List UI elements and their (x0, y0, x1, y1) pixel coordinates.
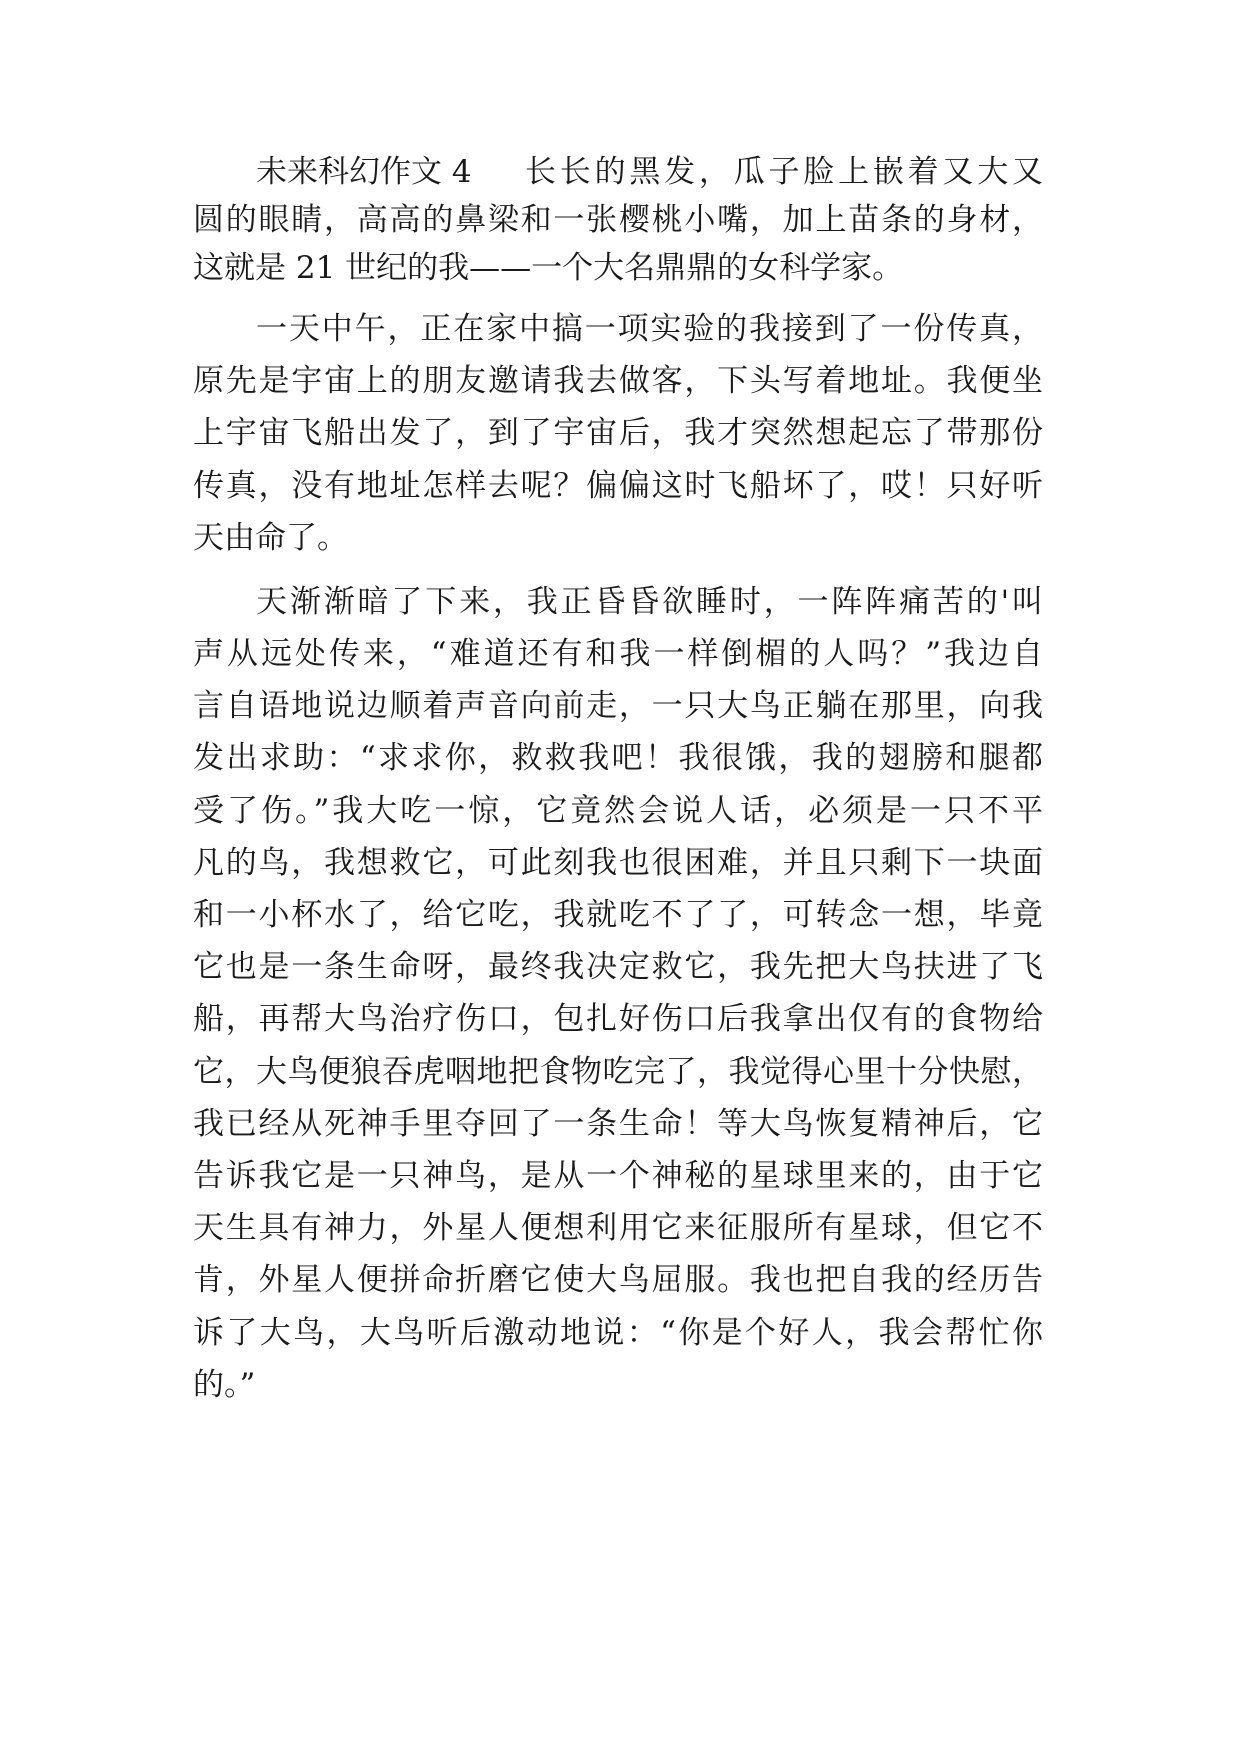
paragraph-3-line-2: 声从远处传来，“难道还有和我一样倒楣的人吗？”我边自 (193, 636, 1043, 672)
paragraph-2-line-1: 一天中午，正在家中搞一项实验的我接到了一份传真， (256, 311, 1043, 347)
first-line (256, 152, 1043, 192)
paragraph-3-line-8: 它也是一条生命呀，最终我决定救它，我先把大鸟扶进了飞 (193, 949, 1043, 985)
paragraph-3-line-13: 天生具有神力，外星人便想利用它来征服所有星球，但它不 (193, 1210, 1043, 1246)
paragraph-3-line-4: 发出求助：“求求你，救救我吧！我很饿，我的翅膀和腿都 (193, 740, 1043, 776)
paragraph-3-line-7: 和一小杯水了，给它吃，我就吃不了了，可转念一想，毕竟 (193, 897, 1043, 933)
paragraph-3-line-1: 天渐渐暗了下来，我正昏昏欲睡时，一阵阵痛苦的'叫 (256, 584, 1043, 620)
paragraph-2-line-2: 原先是宇宙上的朋友邀请我去做客，下头写着地址。我便坐 (193, 363, 1043, 399)
paragraph-3-line-11: 我已经从死神手里夺回了一条生命！等大鸟恢复精神后，它 (193, 1106, 1043, 1142)
paragraph-1-line-1: 长长的黑发，瓜子脸上嵌着又大又 (525, 154, 1043, 190)
paragraph-3-line-3: 言自语地说边顺着声音向前走，一只大鸟正躺在那里，向我 (193, 688, 1043, 724)
paragraph-2-line-4: 传真，没有地址怎样去呢？偏偏这时飞船坏了，哎！只好听 (193, 468, 1043, 504)
paragraph-3-line-6: 凡的鸟，我想救它，可此刻我也很困难，并且只剩下一块面 (193, 845, 1043, 881)
paragraph-3-line-10: 它，大鸟便狼吞虎咽地把食物吃完了，我觉得心里十分快慰， (193, 1054, 1043, 1090)
paragraph-1-line-3: 这就是 21 世纪的我——一个大名鼎鼎的女科学家。 (193, 250, 904, 286)
paragraph-3-line-14: 肯，外星人便拼命折磨它使大鸟屈服。我也把自我的经历告 (193, 1262, 1043, 1298)
paragraph-3-line-5: 受了伤。”我大吃一惊，它竟然会说人话，必须是一只不平 (193, 793, 1043, 829)
paragraph-3-line-16: 的。” (193, 1367, 256, 1403)
paragraph-3-line-12: 告诉我它是一只神鸟，是从一个神秘的星球里来的，由于它 (193, 1158, 1043, 1194)
paragraph-1-line-2: 圆的眼睛，高高的鼻梁和一张樱桃小嘴，加上苗条的身材， (193, 202, 1043, 238)
paragraph-2-line-3: 上宇宙飞船出发了，到了宇宙后，我才突然想起忘了带那份 (193, 415, 1043, 451)
paragraph-2-line-5: 天由命了。 (193, 520, 348, 556)
paragraph-3-line-15: 诉了大鸟，大鸟听后激动地说：“你是个好人，我会帮忙你 (193, 1315, 1043, 1351)
essay-title: 未来科幻作文 4 (256, 154, 472, 190)
paragraph-3-line-9: 船，再帮大鸟治疗伤口，包扎好伤口后我拿出仅有的食物给 (193, 1001, 1043, 1037)
